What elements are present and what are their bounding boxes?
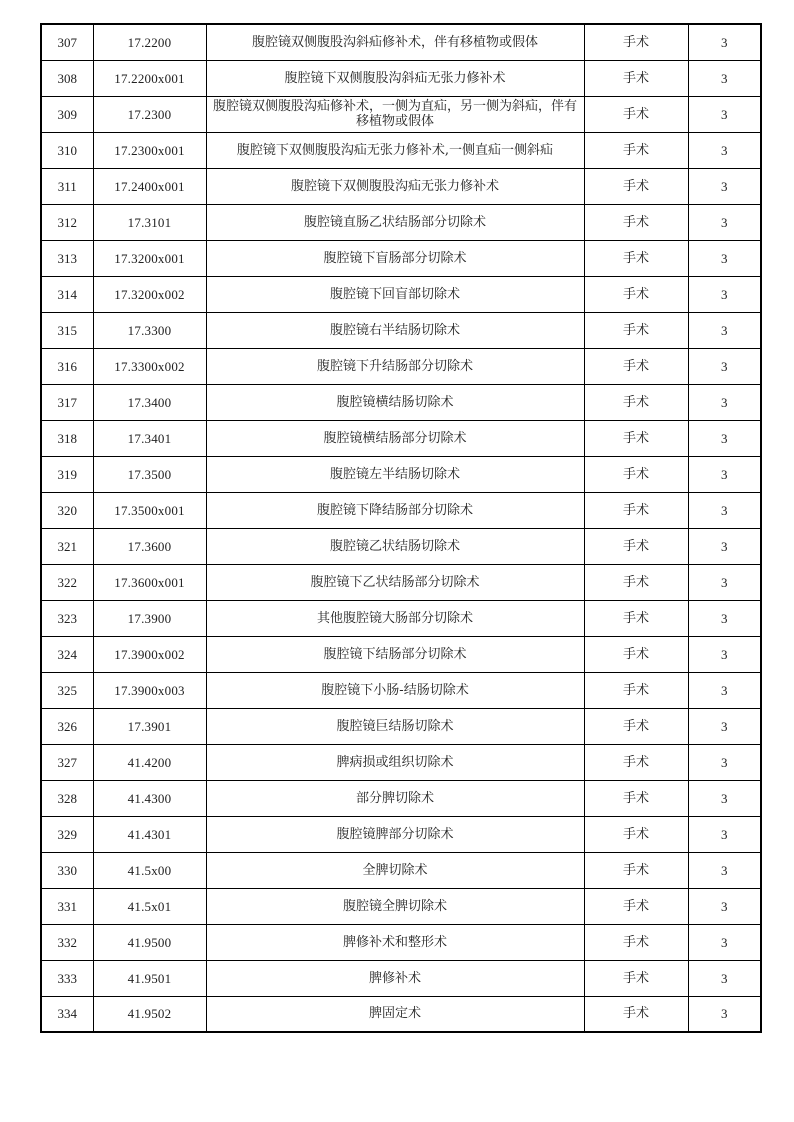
procedure-level-cell: 3 xyxy=(688,996,761,1032)
table-row xyxy=(41,276,761,312)
procedure-name-cell: 其他腹腔镜大肠部分切除术 xyxy=(206,600,584,636)
table-row xyxy=(41,348,761,384)
procedure-code-cell: 41.9502 xyxy=(93,996,206,1032)
procedure-name-cell: 脾病损或组织切除术 xyxy=(206,744,584,780)
procedure-level-cell: 3 xyxy=(688,816,761,852)
procedure-code-cell: 17.3500x001 xyxy=(93,492,206,528)
table-row xyxy=(41,672,761,708)
table-row xyxy=(41,456,761,492)
procedure-type-cell: 手术 xyxy=(584,60,688,96)
procedure-name-cell: 腹腔镜双侧腹股沟斜疝修补术，伴有移植物或假体 xyxy=(206,24,584,60)
row-number-cell: 332 xyxy=(41,924,93,960)
procedure-type-cell: 手术 xyxy=(584,816,688,852)
procedure-level-cell: 3 xyxy=(688,672,761,708)
procedure-level-cell: 3 xyxy=(688,348,761,384)
procedure-code-cell: 17.3200x001 xyxy=(93,240,206,276)
procedure-code-cell: 17.3600x001 xyxy=(93,564,206,600)
table-row xyxy=(41,780,761,816)
procedure-level-cell: 3 xyxy=(688,132,761,168)
table-row xyxy=(41,420,761,456)
procedure-table xyxy=(40,23,762,1033)
row-number-cell: 312 xyxy=(41,204,93,240)
row-number-cell: 321 xyxy=(41,528,93,564)
row-number-cell: 319 xyxy=(41,456,93,492)
procedure-level-cell: 3 xyxy=(688,780,761,816)
table-row xyxy=(41,96,761,132)
procedure-level-cell: 3 xyxy=(688,924,761,960)
procedure-code-cell: 41.9501 xyxy=(93,960,206,996)
procedure-name-cell: 脾修补术和整形术 xyxy=(206,924,584,960)
row-number-cell: 322 xyxy=(41,564,93,600)
procedure-code-cell: 41.5x00 xyxy=(93,852,206,888)
row-number-cell: 330 xyxy=(41,852,93,888)
procedure-type-cell: 手术 xyxy=(584,276,688,312)
procedure-level-cell: 3 xyxy=(688,240,761,276)
procedure-type-cell: 手术 xyxy=(584,456,688,492)
procedure-code-cell: 41.5x01 xyxy=(93,888,206,924)
procedure-code-cell: 17.3400 xyxy=(93,384,206,420)
row-number-cell: 317 xyxy=(41,384,93,420)
procedure-name-cell: 腹腔镜全脾切除术 xyxy=(206,888,584,924)
table-row xyxy=(41,636,761,672)
procedure-name-cell: 腹腔镜左半结肠切除术 xyxy=(206,456,584,492)
procedure-level-cell: 3 xyxy=(688,276,761,312)
table-row xyxy=(41,600,761,636)
procedure-name-cell: 腹腔镜直肠乙状结肠部分切除术 xyxy=(206,204,584,240)
procedure-level-cell: 3 xyxy=(688,204,761,240)
procedure-name-cell: 腹腔镜双侧腹股沟疝修补术，一侧为直疝，另一侧为斜疝，伴有移植物或假体 xyxy=(206,96,584,132)
procedure-code-cell: 17.2300x001 xyxy=(93,132,206,168)
procedure-type-cell: 手术 xyxy=(584,564,688,600)
procedure-type-cell: 手术 xyxy=(584,348,688,384)
procedure-name-cell: 腹腔镜下小肠-结肠切除术 xyxy=(206,672,584,708)
row-number-cell: 313 xyxy=(41,240,93,276)
table-row xyxy=(41,492,761,528)
row-number-cell: 333 xyxy=(41,960,93,996)
procedure-name-cell: 部分脾切除术 xyxy=(206,780,584,816)
table-row xyxy=(41,924,761,960)
procedure-type-cell: 手术 xyxy=(584,168,688,204)
row-number-cell: 311 xyxy=(41,168,93,204)
table-row xyxy=(41,960,761,996)
procedure-name-cell: 腹腔镜右半结肠切除术 xyxy=(206,312,584,348)
procedure-level-cell: 3 xyxy=(688,456,761,492)
procedure-code-cell: 17.3200x002 xyxy=(93,276,206,312)
procedure-level-cell: 3 xyxy=(688,384,761,420)
table-row xyxy=(41,24,761,60)
procedure-type-cell: 手术 xyxy=(584,96,688,132)
table-row xyxy=(41,132,761,168)
row-number-cell: 323 xyxy=(41,600,93,636)
row-number-cell: 309 xyxy=(41,96,93,132)
procedure-code-cell: 17.3101 xyxy=(93,204,206,240)
procedure-name-cell: 腹腔镜巨结肠切除术 xyxy=(206,708,584,744)
procedure-level-cell: 3 xyxy=(688,492,761,528)
procedure-name-cell: 腹腔镜下结肠部分切除术 xyxy=(206,636,584,672)
procedure-type-cell: 手术 xyxy=(584,204,688,240)
procedure-level-cell: 3 xyxy=(688,600,761,636)
procedure-type-cell: 手术 xyxy=(584,240,688,276)
table-row xyxy=(41,204,761,240)
procedure-level-cell: 3 xyxy=(688,24,761,60)
procedure-code-cell: 17.3600 xyxy=(93,528,206,564)
procedure-type-cell: 手术 xyxy=(584,24,688,60)
row-number-cell: 308 xyxy=(41,60,93,96)
procedure-level-cell: 3 xyxy=(688,60,761,96)
row-number-cell: 320 xyxy=(41,492,93,528)
procedure-type-cell: 手术 xyxy=(584,780,688,816)
procedure-name-cell: 腹腔镜下双侧腹股沟疝无张力修补术 xyxy=(206,168,584,204)
procedure-code-cell: 41.9500 xyxy=(93,924,206,960)
procedure-type-cell: 手术 xyxy=(584,492,688,528)
procedure-code-cell: 41.4300 xyxy=(93,780,206,816)
procedure-code-cell: 17.3900x003 xyxy=(93,672,206,708)
procedure-name-cell: 腹腔镜横结肠部分切除术 xyxy=(206,420,584,456)
procedure-name-cell: 腹腔镜下双侧腹股沟疝无张力修补术,一侧直疝一侧斜疝 xyxy=(206,132,584,168)
procedure-code-cell: 17.3901 xyxy=(93,708,206,744)
row-number-cell: 327 xyxy=(41,744,93,780)
procedure-type-cell: 手术 xyxy=(584,924,688,960)
procedure-type-cell: 手术 xyxy=(584,312,688,348)
procedure-type-cell: 手术 xyxy=(584,852,688,888)
procedure-type-cell: 手术 xyxy=(584,420,688,456)
procedure-name-cell: 腹腔镜下升结肠部分切除术 xyxy=(206,348,584,384)
procedure-type-cell: 手术 xyxy=(584,636,688,672)
procedure-type-cell: 手术 xyxy=(584,888,688,924)
procedure-level-cell: 3 xyxy=(688,744,761,780)
procedure-type-cell: 手术 xyxy=(584,528,688,564)
procedure-name-cell: 脾固定术 xyxy=(206,996,584,1032)
procedure-type-cell: 手术 xyxy=(584,132,688,168)
table-row xyxy=(41,852,761,888)
table-body xyxy=(41,24,761,1032)
row-number-cell: 325 xyxy=(41,672,93,708)
procedure-name-cell: 腹腔镜下乙状结肠部分切除术 xyxy=(206,564,584,600)
procedure-type-cell: 手术 xyxy=(584,600,688,636)
row-number-cell: 331 xyxy=(41,888,93,924)
table-row xyxy=(41,60,761,96)
row-number-cell: 329 xyxy=(41,816,93,852)
procedure-name-cell: 全脾切除术 xyxy=(206,852,584,888)
procedure-level-cell: 3 xyxy=(688,528,761,564)
procedure-level-cell: 3 xyxy=(688,636,761,672)
row-number-cell: 310 xyxy=(41,132,93,168)
row-number-cell: 316 xyxy=(41,348,93,384)
procedure-code-cell: 41.4200 xyxy=(93,744,206,780)
procedure-type-cell: 手术 xyxy=(584,672,688,708)
procedure-name-cell: 腹腔镜下盲肠部分切除术 xyxy=(206,240,584,276)
procedure-name-cell: 腹腔镜脾部分切除术 xyxy=(206,816,584,852)
table-row xyxy=(41,744,761,780)
procedure-type-cell: 手术 xyxy=(584,996,688,1032)
table-row xyxy=(41,528,761,564)
row-number-cell: 328 xyxy=(41,780,93,816)
procedure-code-cell: 17.2200 xyxy=(93,24,206,60)
procedure-type-cell: 手术 xyxy=(584,744,688,780)
procedure-level-cell: 3 xyxy=(688,312,761,348)
procedure-code-cell: 17.3300x002 xyxy=(93,348,206,384)
procedure-name-cell: 腹腔镜下降结肠部分切除术 xyxy=(206,492,584,528)
row-number-cell: 314 xyxy=(41,276,93,312)
procedure-code-cell: 17.2400x001 xyxy=(93,168,206,204)
procedure-code-cell: 17.3500 xyxy=(93,456,206,492)
procedure-level-cell: 3 xyxy=(688,960,761,996)
row-number-cell: 307 xyxy=(41,24,93,60)
procedure-name-cell: 腹腔镜乙状结肠切除术 xyxy=(206,528,584,564)
procedure-name-cell: 腹腔镜下回盲部切除术 xyxy=(206,276,584,312)
procedure-code-cell: 17.2200x001 xyxy=(93,60,206,96)
procedure-name-cell: 腹腔镜下双侧腹股沟斜疝无张力修补术 xyxy=(206,60,584,96)
procedure-name-cell: 脾修补术 xyxy=(206,960,584,996)
table-row xyxy=(41,564,761,600)
document-page xyxy=(40,23,760,1033)
table-row xyxy=(41,996,761,1032)
table-row xyxy=(41,816,761,852)
procedure-type-cell: 手术 xyxy=(584,960,688,996)
procedure-type-cell: 手术 xyxy=(584,708,688,744)
procedure-code-cell: 17.3401 xyxy=(93,420,206,456)
procedure-code-cell: 17.3900 xyxy=(93,600,206,636)
procedure-code-cell: 41.4301 xyxy=(93,816,206,852)
procedure-level-cell: 3 xyxy=(688,564,761,600)
procedure-level-cell: 3 xyxy=(688,168,761,204)
table-row xyxy=(41,312,761,348)
procedure-type-cell: 手术 xyxy=(584,384,688,420)
procedure-level-cell: 3 xyxy=(688,420,761,456)
procedure-level-cell: 3 xyxy=(688,888,761,924)
procedure-level-cell: 3 xyxy=(688,708,761,744)
procedure-code-cell: 17.2300 xyxy=(93,96,206,132)
procedure-code-cell: 17.3900x002 xyxy=(93,636,206,672)
row-number-cell: 318 xyxy=(41,420,93,456)
table-row xyxy=(41,888,761,924)
row-number-cell: 315 xyxy=(41,312,93,348)
procedure-level-cell: 3 xyxy=(688,852,761,888)
row-number-cell: 334 xyxy=(41,996,93,1032)
table-row xyxy=(41,240,761,276)
table-row xyxy=(41,384,761,420)
table-row xyxy=(41,168,761,204)
table-row xyxy=(41,708,761,744)
procedure-level-cell: 3 xyxy=(688,96,761,132)
row-number-cell: 324 xyxy=(41,636,93,672)
row-number-cell: 326 xyxy=(41,708,93,744)
procedure-code-cell: 17.3300 xyxy=(93,312,206,348)
procedure-name-cell: 腹腔镜横结肠切除术 xyxy=(206,384,584,420)
